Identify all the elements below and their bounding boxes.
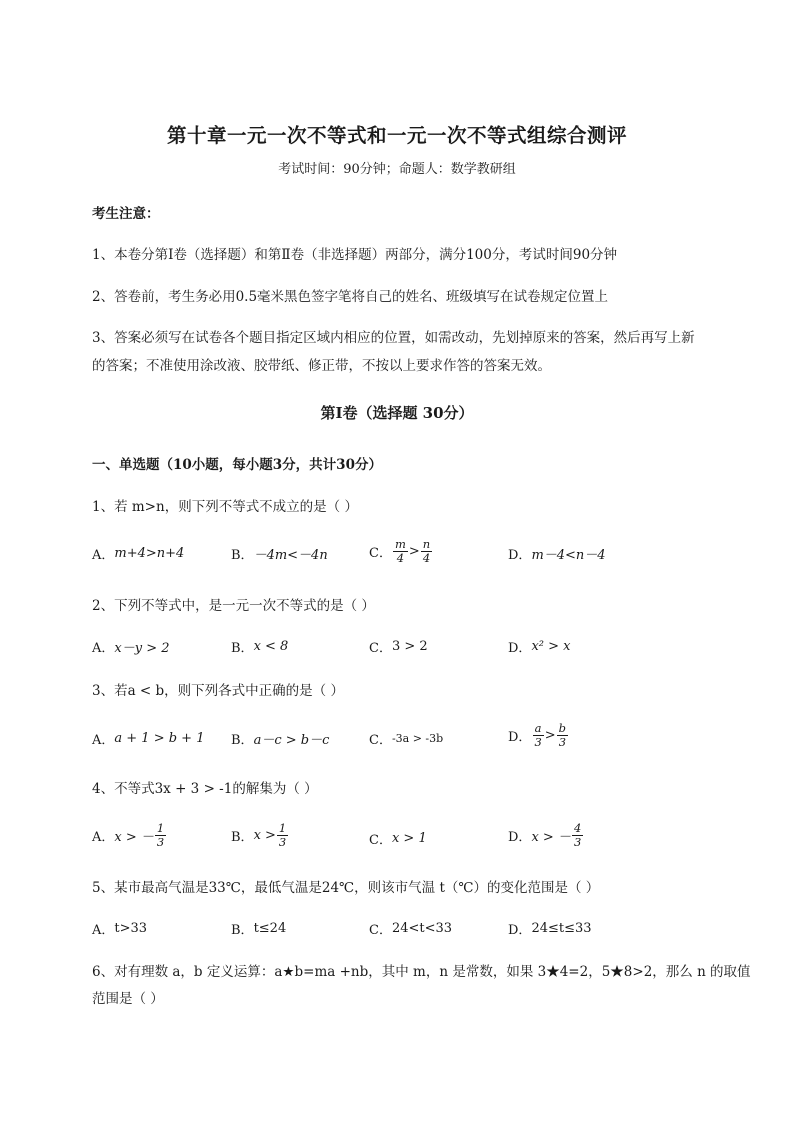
option-text: －4m<－4n bbox=[253, 548, 328, 563]
option-label: A． bbox=[92, 830, 115, 845]
option-text: m－4<n－4 bbox=[531, 548, 606, 563]
option-text: a－c > b－c bbox=[253, 733, 330, 748]
fraction bbox=[557, 722, 568, 749]
fraction-numerator: 1 bbox=[156, 821, 165, 835]
option-label: B． bbox=[231, 641, 254, 656]
fraction-numerator: b bbox=[558, 721, 567, 735]
notice-item-3-cont: 的答案；不准使用涂改液、胶带纸、修正带，不按以上要求作答的答案无效。 bbox=[92, 358, 551, 374]
exam-info: 考试时间：90分钟；命题人：数学教研组 bbox=[278, 162, 516, 177]
question-2-option-a[interactable] bbox=[92, 637, 170, 656]
option-label: C． bbox=[369, 923, 392, 938]
fraction-numerator: m bbox=[394, 537, 406, 551]
page-title: 第十章一元一次不等式和一元一次不等式组综合测评 bbox=[166, 124, 627, 147]
option-label: A． bbox=[92, 733, 115, 748]
option-text: t≤24 bbox=[253, 921, 287, 936]
option-label: C． bbox=[369, 546, 392, 561]
question-4-stem: 4、不等式3x + 3 > -1的解集为（ ） bbox=[92, 781, 318, 797]
option-text: a + 1 > b + 1 bbox=[114, 731, 205, 746]
fraction bbox=[421, 538, 432, 565]
option-label: D． bbox=[508, 730, 532, 745]
fraction-denominator: 3 bbox=[534, 735, 542, 749]
question-3-option-a[interactable] bbox=[92, 729, 204, 748]
fraction-numerator: n bbox=[422, 537, 431, 551]
question-2-stem: 2、下列不等式中，是一元一次不等式的是（ ） bbox=[92, 598, 375, 614]
question-3-option-d[interactable] bbox=[508, 722, 569, 749]
question-5-stem: 5、某市最高气温是33℃，最低气温是24℃，则该市气温 t（℃）的变化范围是（ ） bbox=[92, 880, 600, 896]
option-text: x > bbox=[253, 828, 276, 843]
option-text: m+4>n+4 bbox=[114, 546, 185, 561]
option-text: x < 8 bbox=[253, 639, 289, 654]
question-4-option-d[interactable] bbox=[508, 822, 584, 849]
notice-item-3: 3、答案必须写在试卷各个题目指定区域内相应的位置，如需改动，先划掉原来的答案，然后再写上新 bbox=[92, 330, 695, 346]
notice-item-2: 2、答卷前，考生务必用0.5毫米黑色签字笔将自己的姓名、班级填写在试卷规定位置上 bbox=[92, 289, 609, 305]
notice-heading: 考生注意： bbox=[92, 206, 160, 222]
question-2-option-c[interactable] bbox=[369, 637, 428, 656]
option-text: x > 1 bbox=[391, 831, 427, 846]
question-1-stem: 1、若 m>n，则下列不等式不成立的是（ ） bbox=[92, 499, 358, 515]
operator: > bbox=[408, 544, 420, 559]
option-text: 24<t<33 bbox=[391, 921, 453, 936]
option-text: 24≤t≤33 bbox=[531, 921, 592, 936]
fraction-numerator: 4 bbox=[573, 821, 582, 835]
option-text: x－y > 2 bbox=[114, 641, 170, 656]
question-4-option-b[interactable] bbox=[231, 822, 289, 849]
section-title: 第I卷（选择题 30分） bbox=[320, 404, 474, 422]
question-6-stem: 6、对有理数 a，b 定义运算：a★b=ma +nb，其中 m，n 是常数，如果 3★4=2，5★8>2，那么 n 的取值 bbox=[92, 964, 751, 980]
fraction-numerator: 1 bbox=[278, 821, 287, 835]
question-6-stem-cont: 范围是（ ） bbox=[92, 991, 164, 1007]
question-5-option-c[interactable] bbox=[369, 919, 452, 938]
fraction-denominator: 4 bbox=[396, 551, 405, 565]
question-5-option-d[interactable] bbox=[508, 919, 592, 938]
fraction bbox=[572, 822, 583, 849]
question-5-option-a[interactable] bbox=[92, 919, 147, 938]
option-text: -3a > -3b bbox=[391, 732, 444, 745]
fraction-denominator: 3 bbox=[278, 835, 287, 849]
fraction-denominator: 4 bbox=[422, 551, 431, 565]
option-label: B． bbox=[231, 923, 254, 938]
option-label: C． bbox=[369, 833, 392, 848]
question-3-stem: 3、若a < b，则下列各式中正确的是（ ） bbox=[92, 683, 344, 699]
option-label: D． bbox=[508, 923, 532, 938]
fraction-denominator: 3 bbox=[156, 835, 165, 849]
option-text: 3 > 2 bbox=[391, 639, 428, 654]
fraction-denominator: 3 bbox=[573, 835, 582, 849]
question-2-option-b[interactable] bbox=[231, 637, 288, 656]
question-2-option-d[interactable] bbox=[508, 637, 570, 656]
question-3-option-b[interactable] bbox=[231, 729, 329, 748]
operator: > bbox=[544, 728, 556, 743]
option-label: A． bbox=[92, 548, 115, 563]
question-1-option-c[interactable] bbox=[369, 538, 433, 565]
option-label: B． bbox=[231, 830, 254, 845]
option-label: C． bbox=[369, 733, 392, 748]
option-text: x > － bbox=[531, 830, 571, 845]
question-1-option-a[interactable] bbox=[92, 544, 184, 563]
part-heading: 一、单选题（10小题，每小题3分，共计30分） bbox=[92, 457, 382, 473]
question-4-option-a[interactable] bbox=[92, 822, 167, 849]
question-1-option-b[interactable] bbox=[231, 544, 328, 563]
option-text: x² > x bbox=[531, 639, 571, 654]
fraction bbox=[277, 822, 288, 849]
option-label: A． bbox=[92, 923, 115, 938]
question-1-option-d[interactable] bbox=[508, 544, 606, 563]
option-label: D． bbox=[508, 548, 532, 563]
question-4-option-c[interactable] bbox=[369, 829, 427, 848]
fraction bbox=[532, 722, 543, 749]
notice-item-1: 1、本卷分第I卷（选择题）和第Ⅱ卷（非选择题）两部分，满分100分，考试时间90分钟 bbox=[92, 247, 618, 263]
question-3-option-c[interactable] bbox=[369, 729, 443, 748]
option-label: B． bbox=[231, 548, 254, 563]
fraction-numerator: a bbox=[534, 721, 542, 735]
option-text: t>33 bbox=[114, 921, 148, 936]
option-label: A． bbox=[92, 641, 115, 656]
option-text: x > － bbox=[114, 830, 154, 845]
fraction bbox=[393, 538, 408, 565]
fraction bbox=[155, 822, 166, 849]
option-label: D． bbox=[508, 641, 532, 656]
question-5-option-b[interactable] bbox=[231, 919, 286, 938]
option-label: D． bbox=[508, 830, 532, 845]
option-label: B． bbox=[231, 733, 254, 748]
fraction-denominator: 3 bbox=[558, 735, 567, 749]
option-label: C． bbox=[369, 641, 392, 656]
